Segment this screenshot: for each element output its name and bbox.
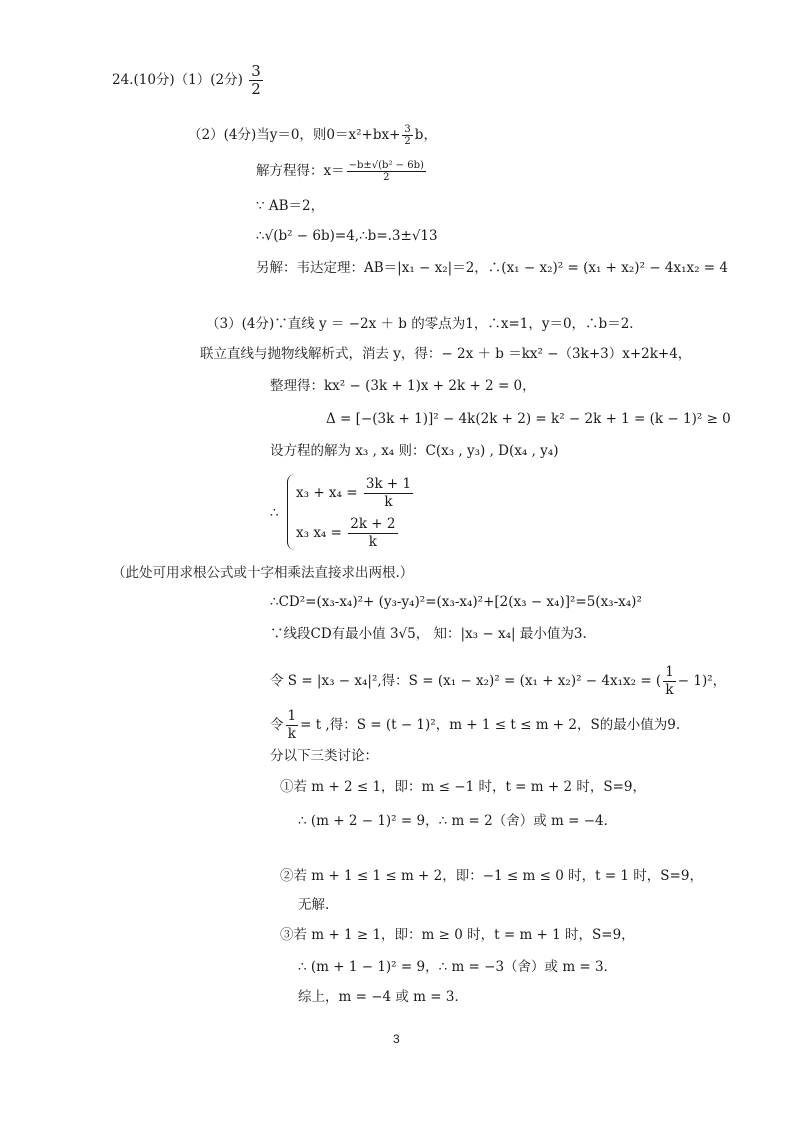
p2-line-5: 另解：韦达定理：AB＝|x₁ − x₂|＝2，∴(x₁ − x₂)² = (x₁ + x₂)² − 4x₁x₂ = 4 — [256, 260, 728, 276]
p2-line-3: ∵ AB＝2， — [256, 198, 325, 214]
system-eq-1: x₃ + x₄ = $\frac{3k + 1}{k}$ — [296, 476, 412, 510]
case-2-result: 无解. — [298, 897, 330, 913]
page-number: 3 — [393, 1032, 400, 1046]
p3-line-7: ∵线段CD有最小值 3√5， 知：|x₃ − x₄| 最小值为3. — [270, 626, 587, 642]
q24-header — [112, 63, 265, 98]
cases-intro: 分以下三类讨论： — [270, 748, 378, 764]
case-1-result: ∴ (m + 2 − 1)² = 9，∴ m = 2（舍）或 m = −4． — [298, 813, 618, 829]
p2-fraction-3-2: $\frac{3}{2}$ — [404, 124, 411, 147]
p3-line-6: ∴CD²=(x₃-x₄)²+ (y₃-y₄)²=(x₃-x₄)²+[2(x₃ − x₄)]²=5(x₃-x₄)² — [270, 594, 642, 610]
p3-line-1: （3）(4分)∵直线 y ＝ −2x ＋ b 的零点为1，∴x=1，y＝0，∴b＝2． — [206, 316, 643, 332]
system-eq-2: x₃ x₄ = $\frac{2k + 2}{k}$ — [296, 516, 396, 550]
case-1: ①若 m + 2 ≤ 1，即：m ≤ −1 时，t = m + 2 时，S=9， — [280, 779, 646, 795]
p3-line-2: 联立直线与抛物线解析式，消去 y，得：− 2x ＋ b ＝kx² −（3k+3）x+2k+4， — [200, 346, 692, 362]
p3-line-4: Δ = [−(3k + 1)]² − 4k(2k + 2) = k² − 2k + 1 = (k − 1)² ≥ 0 — [326, 411, 731, 427]
q24-label: 24.(10分)（1）(2分) — [112, 72, 243, 88]
p3-line-5: 设方程的解为 x₃ , x₄ 则：C(x₃ , y₃) , D(x₄ , y₄) — [270, 443, 559, 459]
answer-fraction: $\frac{3}{2}$ — [251, 62, 261, 98]
p3-line-9: 令 $\frac{1}{k}$ = t ,得：S = (t − 1)²，m + 1 ≤ t ≤ m + 2，S的最小值为9. — [270, 708, 681, 742]
p2-line-1: （2）(4分)当y＝0，则0＝x²+bx+ $\frac{3}{2}$ b， — [188, 124, 437, 147]
conclusion: 综上，m = −4 或 m = 3． — [298, 989, 468, 1005]
p3-line-8: 令 S = |x₃ − x₄|²,得：S = (x₁ − x₂)² = (x₁ + x₂)² − 4x₁x₂ = ( $\frac{1}{k}$ − 1)²， — [270, 664, 727, 698]
p2-line-2: 解方程得：x＝ $\frac{\text{−b±√(b² − 6b)}}{2}$ — [256, 160, 424, 183]
method-note: （此处可用求根公式或十字相乘法直接求出两根.） — [112, 565, 414, 581]
p2-root-fraction: $\frac{\text{−b±√(b² − 6b)}}{2}$ — [348, 160, 424, 183]
p3-line-3: 整理得：kx² − (3k + 1)x + 2k + 2 = 0， — [270, 378, 536, 394]
case-2: ②若 m + 1 ≤ 1 ≤ m + 2，即：−1 ≤ m ≤ 0 时，t = 1 时，S=9， — [280, 868, 703, 884]
case-3: ③若 m + 1 ≥ 1，即：m ≥ 0 时，t = m + 1 时，S=9， — [280, 927, 635, 943]
system-therefore: ∴ — [270, 505, 279, 521]
p2-line-4: ∴√(b² − 6b)=4,∴b=.3±√13 — [256, 228, 438, 244]
case-3-result: ∴ (m + 1 − 1)² = 9，∴ m = −3（舍）或 m = 3． — [298, 959, 618, 975]
